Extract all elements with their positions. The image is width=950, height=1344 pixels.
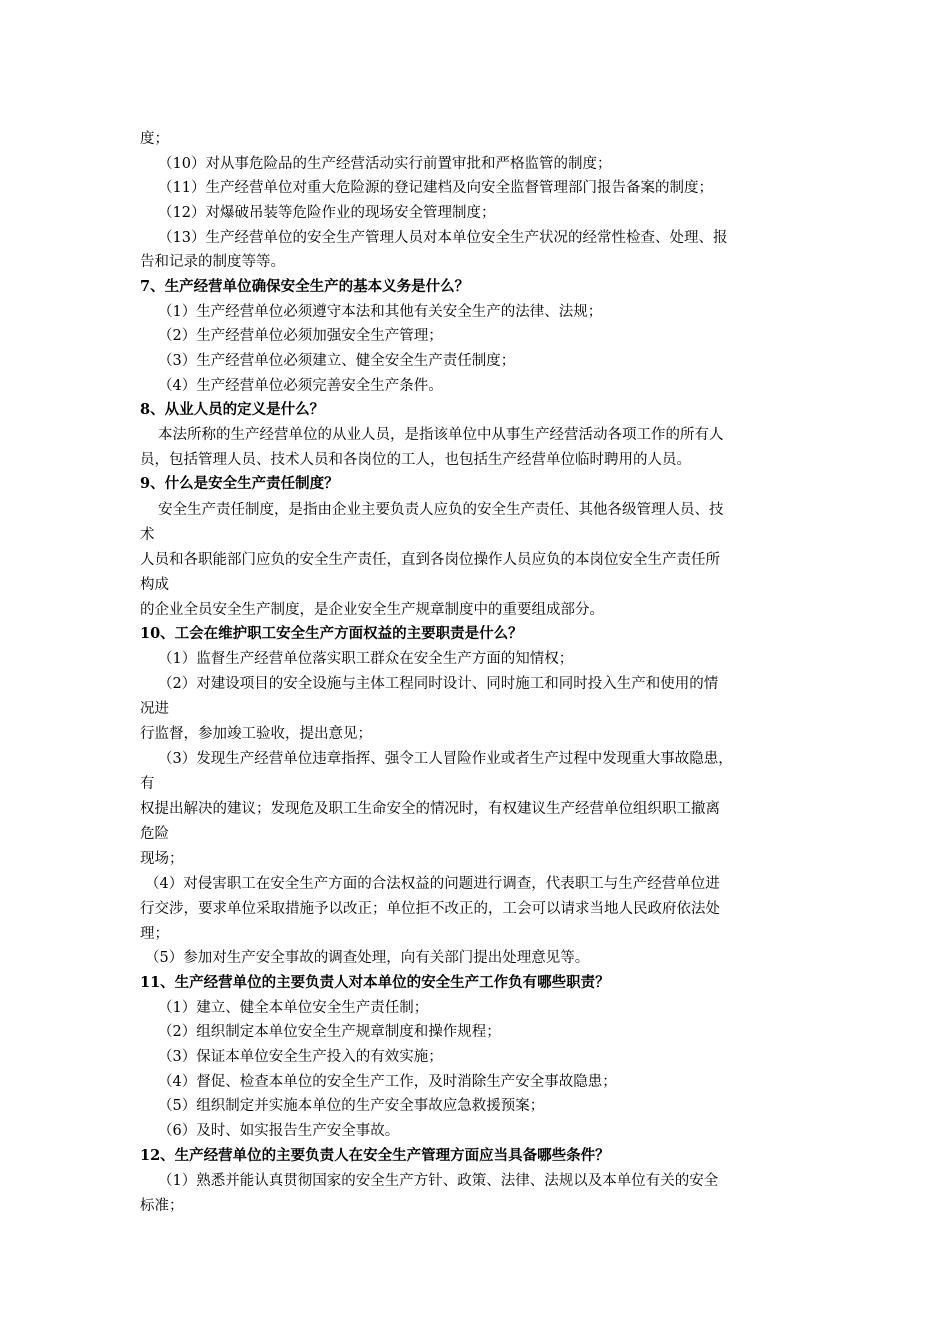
- list-item: （10）对从事危险品的生产经营活动实行前置审批和严格监管的制度；: [158, 156, 612, 172]
- list-item: （1）熟悉并能认真贯彻国家的安全生产方针、政策、法律、法规以及本单位有关的安全: [158, 1173, 719, 1189]
- list-item: （1）生产经营单位必须遵守本法和其他有关安全生产的法律、法规；: [158, 304, 603, 320]
- list-item: （4）对侵害职工在安全生产方面的合法权益的问题进行调查，代表职工与生产经营单位进: [145, 876, 720, 892]
- text-line: 告和记录的制度等等。: [140, 254, 285, 270]
- list-item: （3）生产经营单位必须建立、健全安全生产责任制度；: [158, 353, 516, 369]
- section-heading: 10、工会在维护职工安全生产方面权益的主要职责是什么？: [140, 625, 523, 642]
- section-heading: 8、从业人员的定义是什么？: [140, 401, 325, 418]
- list-item-continued: 权提出解决的建议；发现危及职工生命安全的情况时，有权建议生产经营单位组织职工撤离: [140, 801, 720, 817]
- list-item: （2）生产经营单位必须加强安全生产管理；: [158, 328, 443, 344]
- list-item-continued: 况进: [140, 701, 169, 717]
- paragraph-line: 员，包括管理人员、技术人员和各岗位的工人，也包括生产经营单位临时聘用的人员。: [140, 452, 691, 468]
- section-heading: 12、生产经营单位的主要负责人在安全生产管理方面应当具备哪些条件？: [140, 1147, 610, 1164]
- list-item: （11）生产经营单位对重大危险源的登记建档及向安全监督管理部门报告备案的制度；: [158, 180, 713, 196]
- list-item: （3）保证本单位安全生产投入的有效实施；: [158, 1049, 443, 1065]
- list-item: （4）督促、检查本单位的安全生产工作，及时消除生产安全事故隐患；: [158, 1074, 617, 1090]
- list-item: （4）生产经营单位必须完善安全生产条件。: [158, 378, 443, 394]
- list-item: （5）参加对生产安全事故的调查处理，向有关部门提出处理意见等。: [145, 950, 590, 966]
- paragraph-line: 本法所称的生产经营单位的从业人员，是指该单位中从事生产经营活动各项工作的所有人: [158, 427, 724, 443]
- section-heading: 9、什么是安全生产责任制度？: [140, 475, 339, 492]
- list-item: （12）对爆破吊装等危险作业的现场安全管理制度；: [158, 205, 496, 221]
- list-item-continued: 有: [140, 776, 155, 792]
- list-item: （1）建立、健全本单位安全生产责任制；: [158, 1000, 429, 1016]
- list-item: （3）发现生产经营单位违章指挥、强令工人冒险作业或者生产过程中发现重大事故隐患，: [158, 751, 733, 767]
- list-item-continued: 标准；: [140, 1198, 184, 1214]
- paragraph-line: 人员和各职能部门应负的安全生产责任，直到各岗位操作人员应负的本岗位安全生产责任所: [140, 552, 720, 568]
- paragraph-line: 安全生产责任制度，是指由企业主要负责人应负的安全生产责任、其他各级管理人员、技: [158, 502, 724, 518]
- list-item: （5）组织制定并实施本单位的生产安全事故应急救援预案；: [158, 1098, 545, 1114]
- section-heading: 11、生产经营单位的主要负责人对本单位的安全生产工作负有哪些职责？: [140, 974, 610, 991]
- list-item: （2）对建设项目的安全设施与主体工程同时设计、同时施工和同时投入生产和使用的情: [158, 676, 719, 692]
- paragraph-line: 构成: [140, 577, 169, 593]
- list-item-continued: 行交涉，要求单位采取措施予以改正；单位拒不改正的，工会可以请求当地人民政府依法处: [140, 901, 720, 917]
- list-item-continued: 危险: [140, 826, 169, 842]
- list-item-continued: 理；: [140, 926, 169, 942]
- list-item: （13）生产经营单位的安全生产管理人员对本单位安全生产状况的经常性检查、处理、报: [158, 230, 728, 246]
- paragraph-line: 的企业全员安全生产制度，是企业安全生产规章制度中的重要组成部分。: [140, 602, 604, 618]
- text-line: 度；: [140, 131, 169, 147]
- paragraph-line: 术: [140, 527, 155, 543]
- list-item: （1）监督生产经营单位落实职工群众在安全生产方面的知情权；: [158, 651, 574, 667]
- list-item: （6）及时、如实报告生产安全事故。: [158, 1123, 400, 1139]
- list-item-continued: 现场；: [140, 851, 184, 867]
- section-heading: 7、生产经营单位确保安全生产的基本义务是什么？: [140, 278, 470, 295]
- list-item: （2）组织制定本单位安全生产规章制度和操作规程；: [158, 1024, 501, 1040]
- list-item-continued: 行监督，参加竣工验收，提出意见；: [140, 726, 372, 742]
